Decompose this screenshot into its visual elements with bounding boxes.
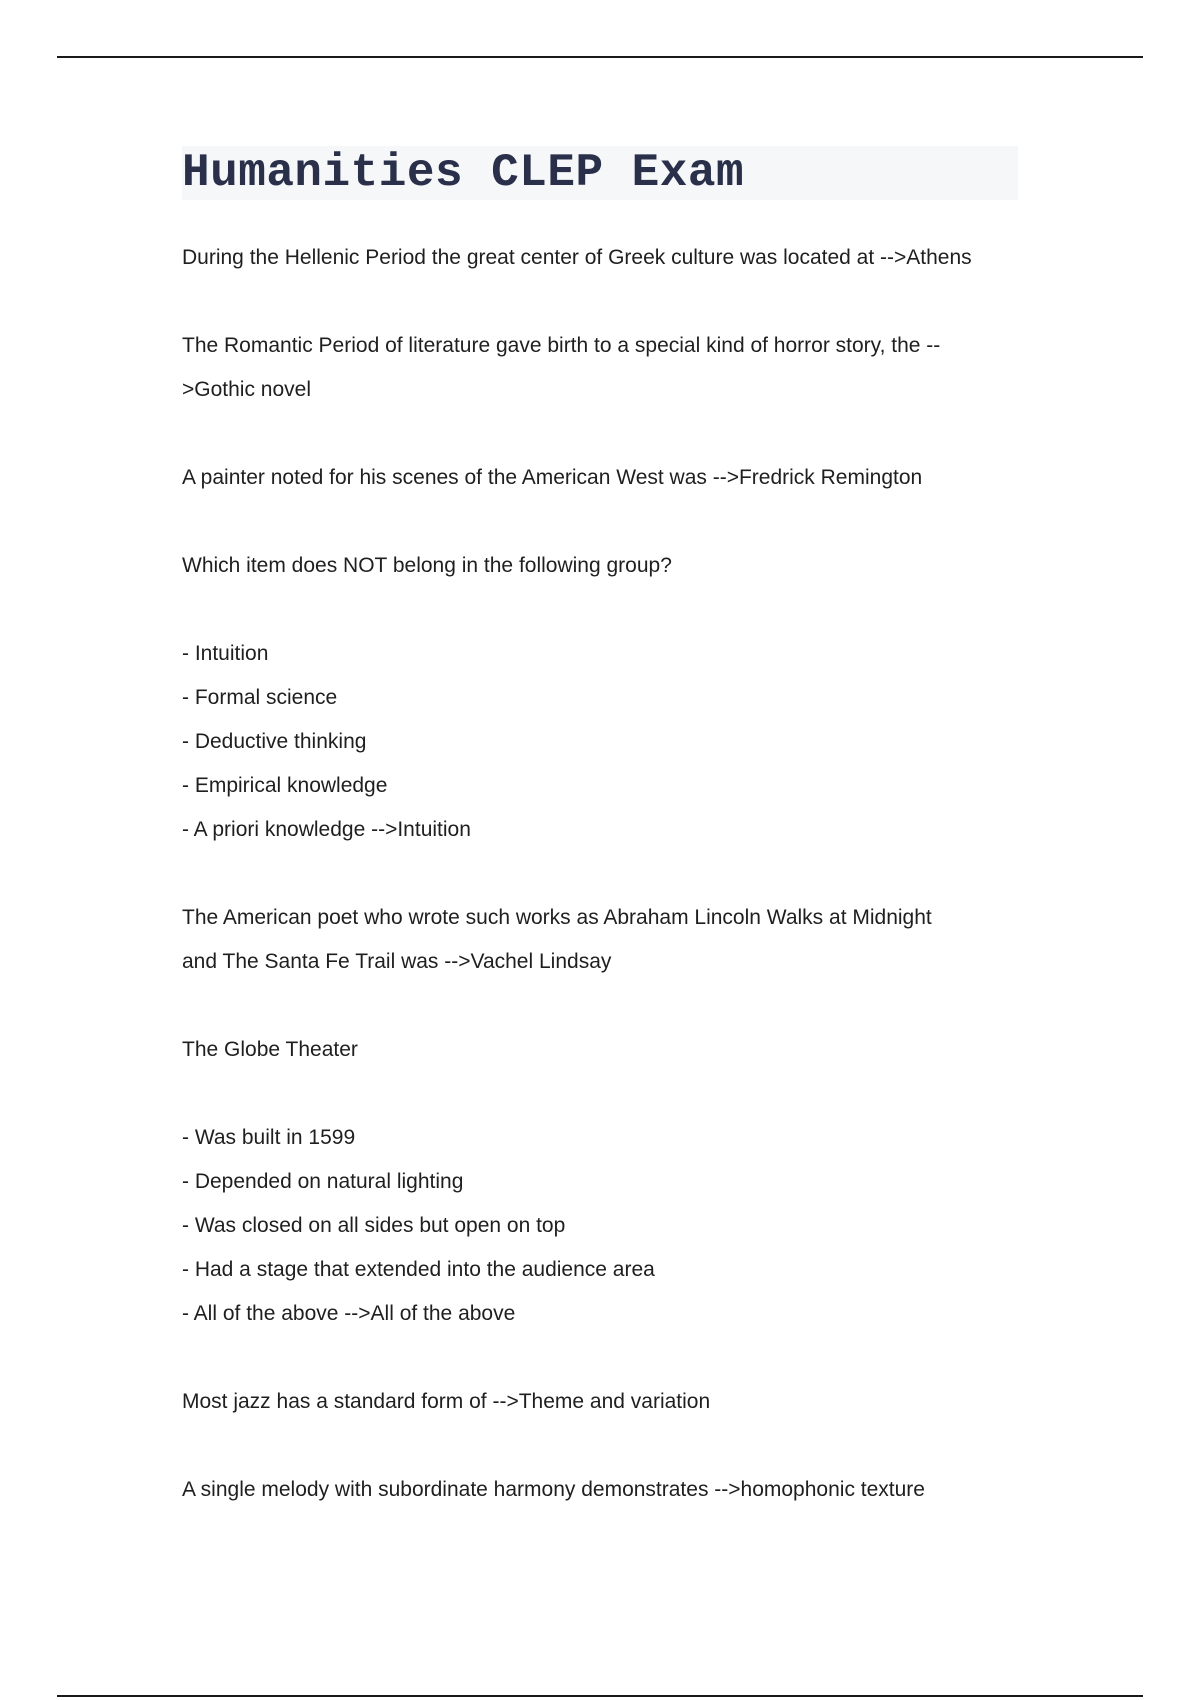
question-5-line-1: The American poet who wrote such works as Abraham Lincoln Walks at Midnight: [182, 906, 932, 929]
page-title: Humanities CLEP Exam: [182, 147, 745, 199]
question-6-option-1: - Was built in 1599: [182, 1126, 356, 1149]
question-7-line-1: Most jazz has a standard form of -->Theme and variation: [182, 1390, 711, 1413]
question-6-option-4: - Had a stage that extended into the audience area: [182, 1258, 655, 1281]
title-banner: [182, 146, 1018, 200]
question-4-option-4: - Empirical knowledge: [182, 774, 388, 797]
bottom-rule: [57, 1695, 1143, 1697]
question-6-option-3: - Was closed on all sides but open on top: [182, 1214, 566, 1237]
question-4-option-1: - Intuition: [182, 642, 269, 665]
question-6-option-2: - Depended on natural lighting: [182, 1170, 464, 1193]
question-4-line-1: Which item does NOT belong in the following group?: [182, 554, 672, 577]
question-4-option-2: - Formal science: [182, 686, 338, 709]
document-body: [182, 146, 1018, 1512]
question-2-line-1: The Romantic Period of literature gave birth to a special kind of horror story, the --: [182, 334, 941, 357]
question-8-line-1: A single melody with subordinate harmony demonstrates -->homophonic texture: [182, 1478, 925, 1501]
question-2-line-2: >Gothic novel: [182, 378, 311, 401]
question-6-line-1: The Globe Theater: [182, 1038, 358, 1061]
question-6-option-5: - All of the above -->All of the above: [182, 1302, 516, 1325]
top-rule: [57, 56, 1143, 58]
question-1-line-1: During the Hellenic Period the great center of Greek culture was located at -->Athens: [182, 246, 972, 269]
question-5-line-2: and The Santa Fe Trail was -->Vachel Lindsay: [182, 950, 612, 973]
question-4-option-5: - A priori knowledge -->Intuition: [182, 818, 471, 841]
question-list: [182, 236, 1018, 1512]
question-3-line-1: A painter noted for his scenes of the American West was -->Fredrick Remington: [182, 466, 923, 489]
question-4-option-3: - Deductive thinking: [182, 730, 367, 753]
